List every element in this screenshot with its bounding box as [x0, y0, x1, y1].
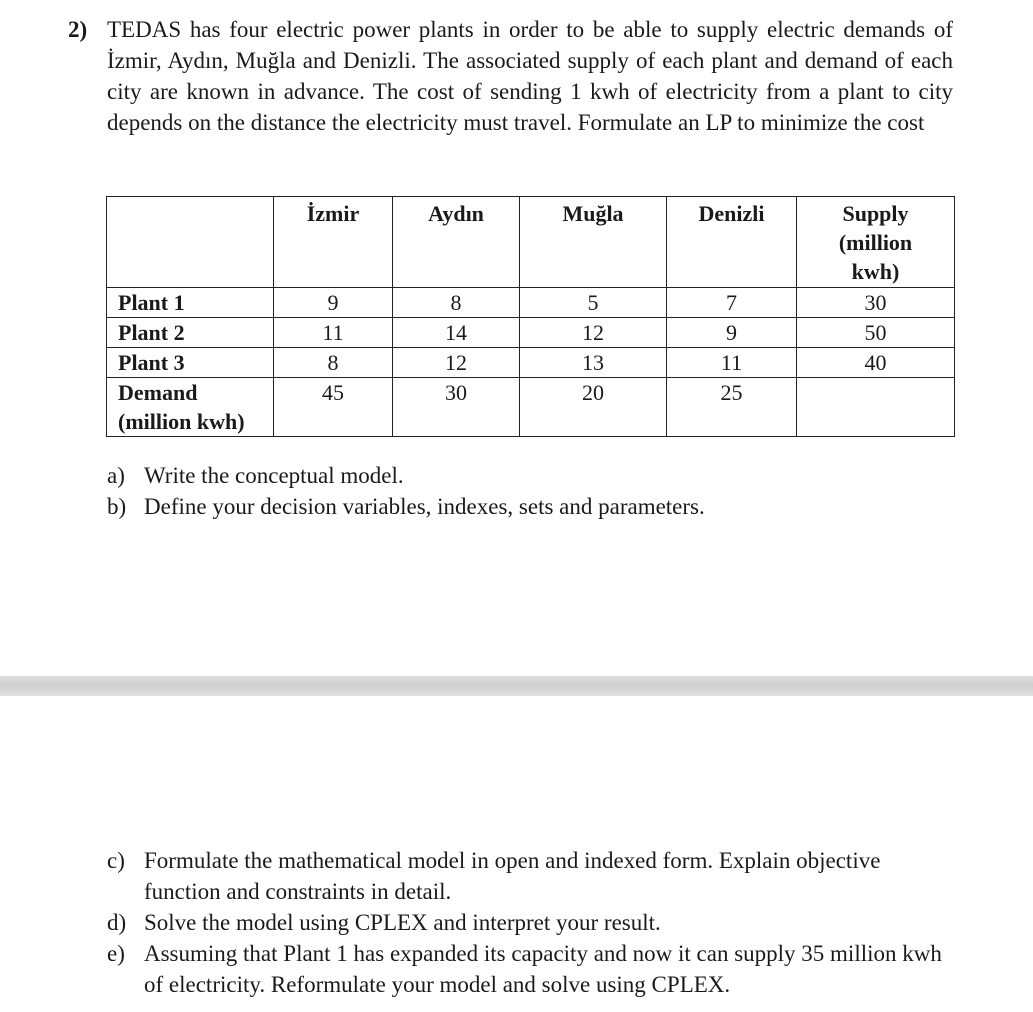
table-cell: 50 — [797, 318, 955, 348]
header-supply: Supply (million kwh) — [797, 197, 955, 288]
table-cell: 5 — [520, 288, 667, 318]
table-cell: 8 — [393, 288, 520, 318]
table-cell: 20 — [520, 378, 667, 437]
table-cell: 14 — [393, 318, 520, 348]
cost-table — [106, 196, 955, 437]
page-divider — [0, 676, 1033, 696]
row-label: Plant 1 — [107, 288, 274, 318]
table-row — [107, 348, 955, 378]
table-row — [107, 318, 955, 348]
table-cell — [797, 378, 955, 437]
table-cell: 7 — [667, 288, 797, 318]
part-label: e) — [107, 941, 125, 966]
part-text: Define your decision variables, indexes, sets and parameters. — [144, 494, 705, 519]
row-label: Demand (million kwh) — [107, 378, 274, 437]
table-cell: 45 — [274, 378, 393, 437]
header-mugla: Muğla — [520, 197, 667, 288]
list-item — [107, 938, 967, 1000]
table-cell: 30 — [797, 288, 955, 318]
list-item — [107, 460, 967, 491]
table-header-row — [107, 197, 955, 288]
table-cell: 12 — [520, 318, 667, 348]
table-cell: 11 — [667, 348, 797, 378]
table-cell: 9 — [274, 288, 393, 318]
row-label: Plant 3 — [107, 348, 274, 378]
part-label: b) — [107, 494, 127, 519]
table-row — [107, 288, 955, 318]
list-item — [107, 907, 967, 938]
part-label: c) — [107, 848, 125, 873]
part-label: a) — [107, 463, 125, 488]
header-corner — [107, 197, 274, 288]
table-cell: 12 — [393, 348, 520, 378]
header-izmir: İzmir — [274, 197, 393, 288]
table-cell: 13 — [520, 348, 667, 378]
part-text: Assuming that Plant 1 has expanded its capacity and now it can supply 35 million kwh of electricity. Reformulate your model and solve using CPLEX. — [144, 941, 942, 997]
part-label: d) — [107, 910, 127, 935]
list-item — [107, 845, 967, 907]
table-cell: 30 — [393, 378, 520, 437]
header-denizli: Denizli — [667, 197, 797, 288]
table-cell: 8 — [274, 348, 393, 378]
problem-statement: TEDAS has four electric power plants in order to be able to supply electric demands of İzmir, Aydın, Muğla and Denizli. The associated supply of each plant and demand of each city are known in advance. The cost of sending 1 kwh of electricity from a plant to city depends on the distance the electricity must travel. Formulate an LP to minimize the cost — [107, 17, 953, 135]
table-cell: 11 — [274, 318, 393, 348]
row-label: Plant 2 — [107, 318, 274, 348]
question-number: 2) — [68, 17, 88, 42]
parts-list-bottom — [107, 845, 967, 1000]
table-row — [107, 378, 955, 437]
table-cell: 25 — [667, 378, 797, 437]
header-aydin: Aydın — [393, 197, 520, 288]
list-item — [107, 491, 967, 522]
part-text: Write the conceptual model. — [144, 463, 404, 488]
table-cell: 9 — [667, 318, 797, 348]
table-cell: 40 — [797, 348, 955, 378]
part-text: Solve the model using CPLEX and interpret your result. — [144, 910, 661, 935]
part-text: Formulate the mathematical model in open and indexed form. Explain objective function and constraints in detail. — [144, 848, 881, 904]
parts-list-top — [107, 460, 967, 522]
